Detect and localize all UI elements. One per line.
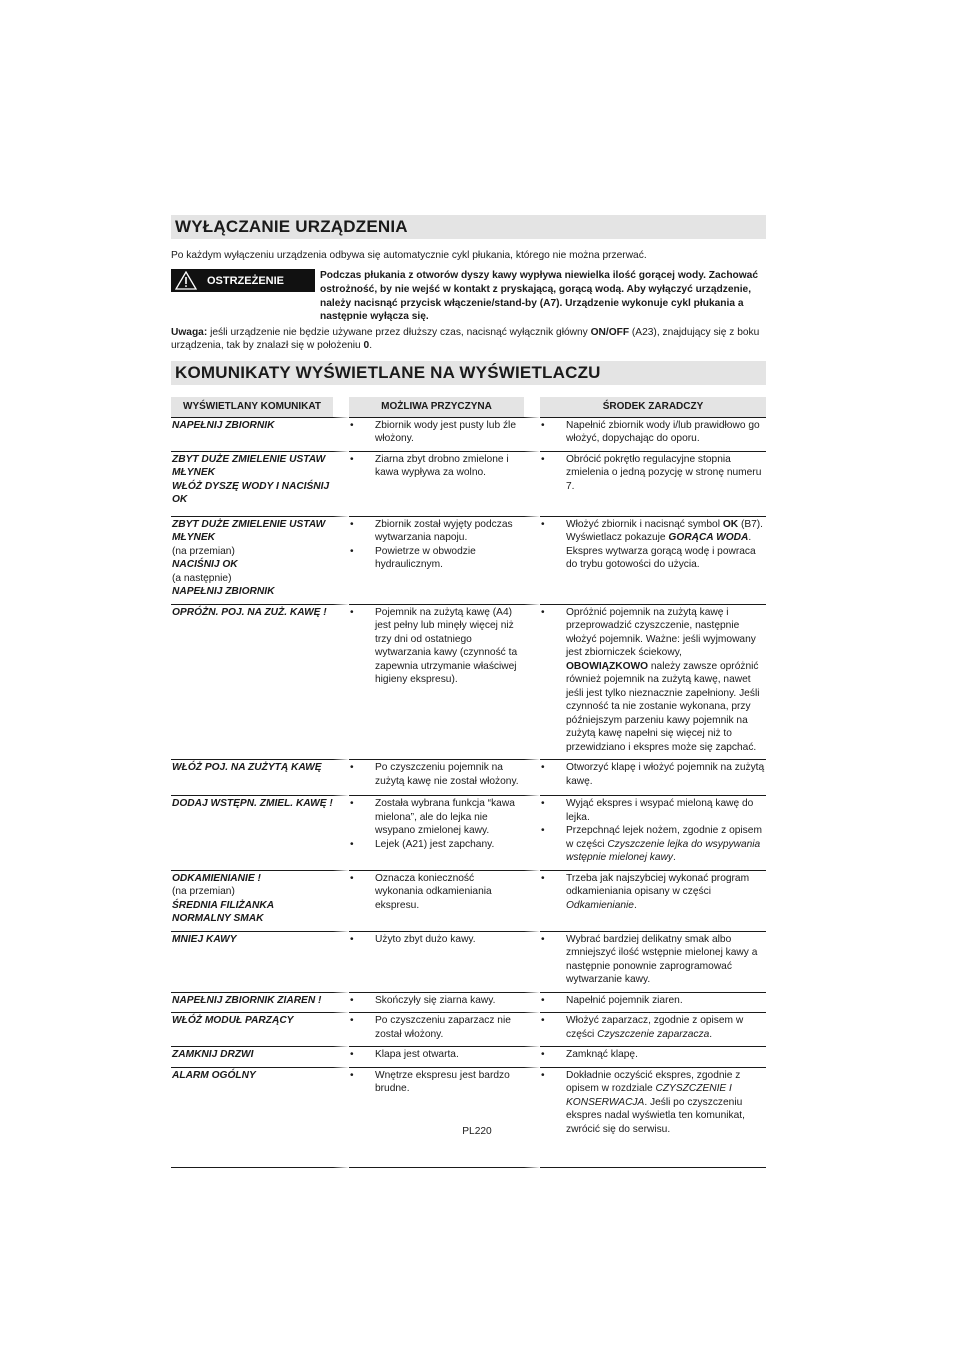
warning-text: Podczas płukania z otworów dyszy kawy wypływa niewielka ilość gorącej wody. Zachować ostrożność, by nie wejść w kontakt z pryskającą, gorącą wodą. Aby wyłączyć urządzenie, należy nacisnąć przycisk włączenie/stand-by (A7). Urządzenie wykonuje cykl płukania a następnie wyłącza się. <box>320 270 759 323</box>
remedy-item <box>540 824 766 865</box>
remedy-item-part: Dokładnie oczyścić ekspres, zgodnie z opisem w rozdziale <box>566 1069 741 1095</box>
remedy-cell <box>540 759 766 795</box>
table-row <box>171 992 766 1013</box>
cause-item: • Pojemnik na zużytą kawę (A4) jest pełny lub minęły więcej niż trzy dni od ostatniego wytwarzania kawy (czynność ta zapewnia utrzymanie właściwej higieny ekspresu). <box>349 606 524 687</box>
page-number: PL220 <box>462 1126 492 1137</box>
remedy-item-part: Czyszczenie zaparzacza <box>597 1028 710 1040</box>
remedy-item <box>540 1014 766 1041</box>
message-cell <box>171 1067 349 1169</box>
remedy-item-part: Przepchnąć lejek nożem, zgodnie z opisem w części <box>566 825 762 850</box>
cause-list <box>349 453 524 480</box>
message-cell <box>171 1012 349 1046</box>
message-line: OPRÓŻN. POJ. NA ZUŻ. KAWĘ ! <box>172 606 327 618</box>
remedy-list <box>540 761 766 788</box>
remedy-item-part: (B7). Wyświetlacz pokazuje <box>566 518 764 544</box>
remedy-item-part: OK <box>722 518 739 530</box>
remedy-cell <box>540 1046 766 1067</box>
cause-list <box>349 797 524 851</box>
note-text-1: jeśli urządzenie nie będzie używane przez dłuższy czas, nacisnąć wyłącznik główny <box>207 326 591 338</box>
message-line: ALARM OGÓLNY <box>172 1069 256 1081</box>
remedy-item: • Wybrać bardziej delikatny smak albo zmniejszyć ilość wstępnie mielonej kawy a następnie ponownie zaprogramować wytwarzanie kawy. <box>540 933 766 987</box>
cause-cell <box>349 1012 540 1046</box>
message-line: WŁÓŻ POJ. NA ZUŻYTĄ KAWĘ <box>172 762 322 774</box>
section-title-shutdown: WYŁĄCZANIE URZĄDZENIA <box>171 215 766 239</box>
message-line: ZAMKNIJ DRZWI <box>172 1049 254 1061</box>
remedy-item: • Zamknąć klapę. <box>540 1048 766 1062</box>
message-line: (na przemian) <box>172 886 235 898</box>
note-text-2: (A23), znajdujący się z boku urządzenia, tak by znalazł się w położeniu <box>171 326 760 352</box>
cause-cell <box>349 931 540 992</box>
cause-item: • Zbiornik został wyjęty podczas wytwarzania napoju. <box>349 518 524 545</box>
note-position: 0 <box>363 340 370 352</box>
cause-cell <box>349 870 540 931</box>
remedy-item-part: CZYSZCZENIE I KONSERWACJA <box>566 1083 732 1108</box>
remedy-item: • Napełnić pojemnik ziaren. <box>540 994 766 1008</box>
message-line: ŚREDNIA FILIŻANKA <box>172 899 275 911</box>
messages-table <box>171 397 766 1169</box>
cause-cell <box>349 451 540 516</box>
remedy-cell <box>540 1012 766 1046</box>
table-row <box>171 870 766 931</box>
remedy-list <box>540 606 766 755</box>
message-cell <box>171 931 349 992</box>
cause-item: • Została wybrana funkcja “kawa mielona”, ale do lejka nie wsypano zmielonej kawy. <box>349 797 524 838</box>
remedy-item-part: Trzeba jak najszybciej wykonać program odkamieniania opisany w części <box>566 872 750 898</box>
remedy-list <box>540 518 766 572</box>
remedy-cell <box>540 516 766 604</box>
message-line: NAPEŁNIJ ZBIORNIK <box>172 586 275 598</box>
cause-list <box>349 518 524 572</box>
remedy-cell <box>540 417 766 451</box>
message-line: DODAJ WSTĘPN. ZMIEL. KAWĘ ! <box>172 798 333 810</box>
table-row <box>171 759 766 795</box>
header-message: WYŚWIETLANY KOMUNIKAT <box>171 397 349 417</box>
table-row <box>171 1067 766 1169</box>
cause-item: • Skończyły się ziarna kawy. <box>349 994 524 1008</box>
cause-item: • Oznacza konieczność wykonania odkamieniania ekspresu. <box>349 872 524 913</box>
remedy-item-part: OBOWIĄZKOWO <box>566 660 649 672</box>
remedy-item-part: GORĄCA WODA <box>668 532 749 544</box>
section-title-messages: KOMUNIKATY WYŚWIETLANE NA WYŚWIETLACZU <box>171 361 766 385</box>
remedy-item-part: . <box>633 899 637 911</box>
cause-item: • Po czyszczeniu zaparzacz nie został włożony. <box>349 1014 524 1041</box>
remedy-list <box>540 933 766 987</box>
cause-cell <box>349 516 540 604</box>
remedy-list <box>540 1048 766 1062</box>
warning-badge <box>171 269 315 292</box>
remedy-item-part: Czyszczenie lejka do wsypywania wstępnie mielonej kawy <box>566 838 761 864</box>
remedy-cell <box>540 795 766 870</box>
remedy-item-part: Odkamienianie <box>566 899 634 911</box>
cause-cell <box>349 1067 540 1169</box>
message-cell <box>171 516 349 604</box>
remedy-list <box>540 453 766 494</box>
header-cause: MOŻLIWA PRZYCZYNA <box>349 397 540 417</box>
table-row <box>171 1046 766 1067</box>
note-label: Uwaga: <box>171 326 208 338</box>
remedy-cell <box>540 992 766 1013</box>
remedy-list <box>540 797 766 865</box>
shutdown-intro: Po każdym wyłączeniu urządzenia odbywa się automatycznie cykl płukania, którego nie można przerwać. <box>171 250 647 261</box>
cause-cell <box>349 604 540 760</box>
cause-cell <box>349 795 540 870</box>
cause-list <box>349 1048 524 1062</box>
header-remedy: ŚRODEK ZARADCZY <box>540 397 766 417</box>
table-row <box>171 417 766 451</box>
message-line: NAPEŁNIJ ZBIORNIK <box>172 419 275 431</box>
cause-item: • Wnętrze ekspresu jest bardzo brudne. <box>349 1069 524 1096</box>
cause-list <box>349 933 524 947</box>
remedy-cell <box>540 1067 766 1169</box>
message-cell <box>171 417 349 451</box>
remedy-cell <box>540 870 766 931</box>
note-text-3: . <box>369 340 373 352</box>
message-cell <box>171 604 349 760</box>
table-row <box>171 1012 766 1046</box>
cause-cell <box>349 417 540 451</box>
warning-label: OSTRZEŻENIE <box>207 274 285 287</box>
message-line: (a następnie) <box>172 572 232 584</box>
cause-cell <box>349 759 540 795</box>
message-cell <box>171 795 349 870</box>
note-paragraph <box>171 326 766 353</box>
remedy-cell <box>540 931 766 992</box>
message-line: WŁÓŻ DYSZĘ WODY I NACIŚNIJ OK <box>172 480 330 506</box>
cause-cell <box>349 1046 540 1067</box>
remedy-item: • Napełnić zbiornik wody i/lub prawidłowo go włożyć, dopychając do oporu. <box>540 419 766 446</box>
remedy-item: • Obrócić pokrętło regulacyjne stopnia zmielenia o jedną pozycję w stronę numeru 7. <box>540 453 766 494</box>
remedy-item: • Otworzyć klapę i włożyć pojemnik na zużytą kawę. <box>540 761 766 788</box>
table-header <box>171 397 766 417</box>
cause-list <box>349 872 524 913</box>
cause-list <box>349 994 524 1008</box>
message-line: NAPEŁNIJ ZBIORNIK ZIAREN ! <box>172 994 322 1006</box>
remedy-item <box>540 518 766 572</box>
message-line: NACIŚNIJ OK <box>172 559 238 571</box>
cause-list <box>349 606 524 687</box>
note-switch: ON/OFF <box>590 326 630 338</box>
table-row <box>171 795 766 870</box>
remedy-item <box>540 606 766 755</box>
remedy-item-part: . Ekspres wytwarza gorącą wodę i powraca do trybu gotowości do użycia. <box>566 532 756 571</box>
table-row <box>171 931 766 992</box>
remedy-list <box>540 872 766 913</box>
message-line: ZBYT DUŻE ZMIELENIE USTAW MŁYNEK <box>172 453 326 479</box>
cause-item: • Użyto zbyt dużo kawy. <box>349 933 524 947</box>
cause-list <box>349 419 524 446</box>
cause-item: • Klapa jest otwarta. <box>349 1048 524 1062</box>
table-row <box>171 451 766 516</box>
remedy-list <box>540 419 766 446</box>
cause-list <box>349 1014 524 1041</box>
message-cell <box>171 759 349 795</box>
table-row <box>171 516 766 604</box>
remedy-item <box>540 872 766 913</box>
remedy-item-part: . <box>709 1028 713 1040</box>
cause-item: • Ziarna zbyt drobno zmielone i kawa wypływa za wolno. <box>349 453 524 480</box>
cause-item: • Zbiornik wody jest pusty lub źle włożony. <box>349 419 524 446</box>
remedy-cell <box>540 604 766 760</box>
remedy-item-part: Opróżnić pojemnik na zużytą kawę i przeprowadzić czyszczenie, następnie włożyć pojemnik. Ważne: jeśli wyjmowany jest zbiorniczek ściekowy, <box>566 606 756 659</box>
message-line: ODKAMIENIANIE ! <box>172 872 261 884</box>
cause-item: • Lejek (A21) jest zapchany. <box>349 838 524 852</box>
remedy-item-part: . <box>673 852 676 864</box>
table-row <box>171 604 766 760</box>
warning-triangle-icon <box>175 271 197 290</box>
message-line: (na przemian) <box>172 545 235 557</box>
cause-list <box>349 1069 524 1096</box>
cause-cell <box>349 992 540 1013</box>
message-cell <box>171 451 349 516</box>
message-line: MNIEJ KAWY <box>172 933 237 945</box>
remedy-item-part: należy zawsze opróżnić również pojemnik na zużytą kawę, nawet jeśli jest tylko nieznacznie zapełniony. Jeśli czynność ta nie zostanie wykonana, przy późniejszym parzeniu kawy pojemnik na zużytą kawę napełni się więcej niż to przewidziano i ekspres może się zapchać. <box>566 660 760 753</box>
cause-item: • Powietrze w obwodzie hydraulicznym. <box>349 545 524 572</box>
remedy-list <box>540 994 766 1008</box>
message-line: ZBYT DUŻE ZMIELENIE USTAW MŁYNEK <box>172 518 326 544</box>
remedy-item-part: Włożyć zbiornik i nacisnąć symbol <box>566 518 723 530</box>
message-line: NORMALNY SMAK <box>172 913 264 925</box>
remedy-item-part: . Jeśli po czyszczeniu ekspres nadal wyświetla ten komunikat, zwrócić się do serwisu. <box>566 1096 745 1135</box>
remedy-item-part: Włożyć zaparzacz, zgodnie z opisem w części <box>566 1015 744 1040</box>
message-cell <box>171 992 349 1013</box>
cause-list <box>349 761 524 788</box>
cause-item: • Po czyszczeniu pojemnik na zużytą kawę nie został włożony. <box>349 761 524 788</box>
message-cell <box>171 1046 349 1067</box>
page-content <box>171 215 766 1168</box>
remedy-cell <box>540 451 766 516</box>
warning-block <box>171 269 766 323</box>
message-line: WŁÓŻ MODUŁ PARZĄCY <box>172 1015 294 1027</box>
message-cell <box>171 870 349 931</box>
remedy-list <box>540 1014 766 1041</box>
remedy-item: • Wyjąć ekspres i wsypać mieloną kawę do lejka. <box>540 797 766 824</box>
